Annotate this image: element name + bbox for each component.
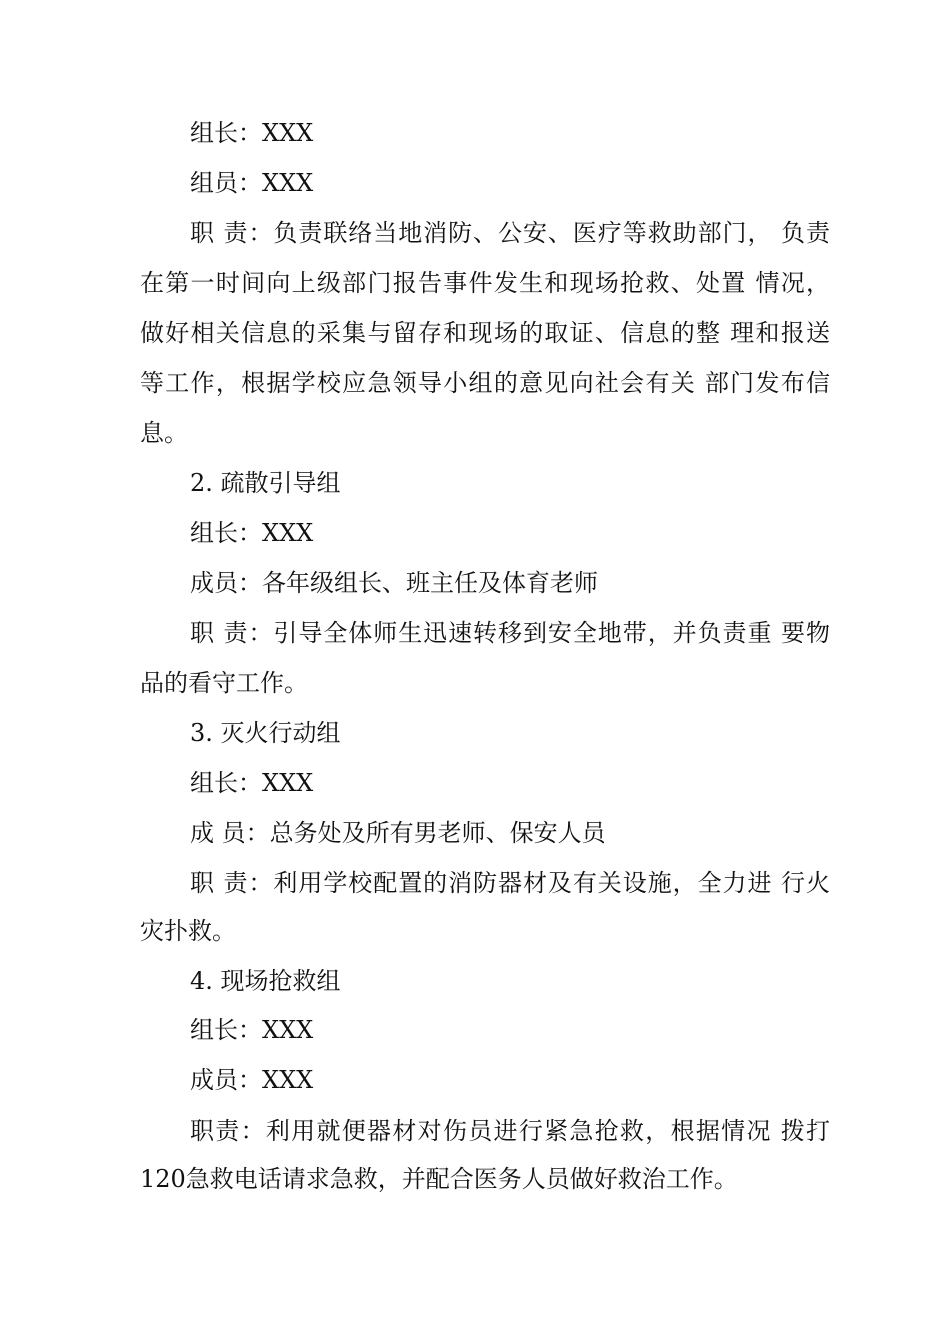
duty-paragraph-line: 在第一时间向上级部门报告事件发生和现场抢救、处置 情况， <box>140 269 830 297</box>
duty-paragraph-line: 等工作，根据学校应急领导小组的意见向社会有关 部门发布信 <box>140 369 830 397</box>
group-leader-line: 组长：XXX <box>190 1016 314 1044</box>
duty-paragraph-line: 职 责：利用学校配置的消防器材及有关设施，全力进 行火 <box>190 869 830 897</box>
group-member-line: 成 员：总务处及所有男老师、保安人员 <box>190 819 606 847</box>
group-leader-line: 组长：XXX <box>190 519 314 547</box>
duty-paragraph-line: 职 责：引导全体师生迅速转移到安全地带，并负责重 要物 <box>190 619 830 647</box>
duty-paragraph-line: 息。 <box>140 419 188 447</box>
section-heading: 2. 疏散引导组 <box>190 469 341 497</box>
duty-paragraph-line: 职 责：负责联络当地消防、公安、医疗等救助部门， 负责 <box>190 219 830 247</box>
duty-paragraph-line: 做好相关信息的采集与留存和现场的取证、信息的整 理和报送 <box>140 319 830 347</box>
group-leader-line: 组长：XXX <box>190 769 314 797</box>
duty-paragraph-line: 灾扑救。 <box>140 917 236 945</box>
duty-paragraph-line: 职责：利用就便器材对伤员进行紧急抢救，根据情况 拨打 <box>190 1117 830 1145</box>
duty-paragraph-line: 120急救电话请求急救，并配合医务人员做好救治工作。 <box>140 1165 738 1193</box>
group-leader-line: 组长：XXX <box>190 119 314 147</box>
group-member-line: 成员：XXX <box>190 1066 314 1094</box>
group-member-line: 成员：各年级组长、班主任及体育老师 <box>190 569 598 597</box>
section-heading: 4. 现场抢救组 <box>190 967 341 995</box>
section-heading: 3. 灭火行动组 <box>190 719 341 747</box>
duty-paragraph-line: 品的看守工作。 <box>140 669 308 697</box>
group-member-line: 组员：XXX <box>190 169 314 197</box>
